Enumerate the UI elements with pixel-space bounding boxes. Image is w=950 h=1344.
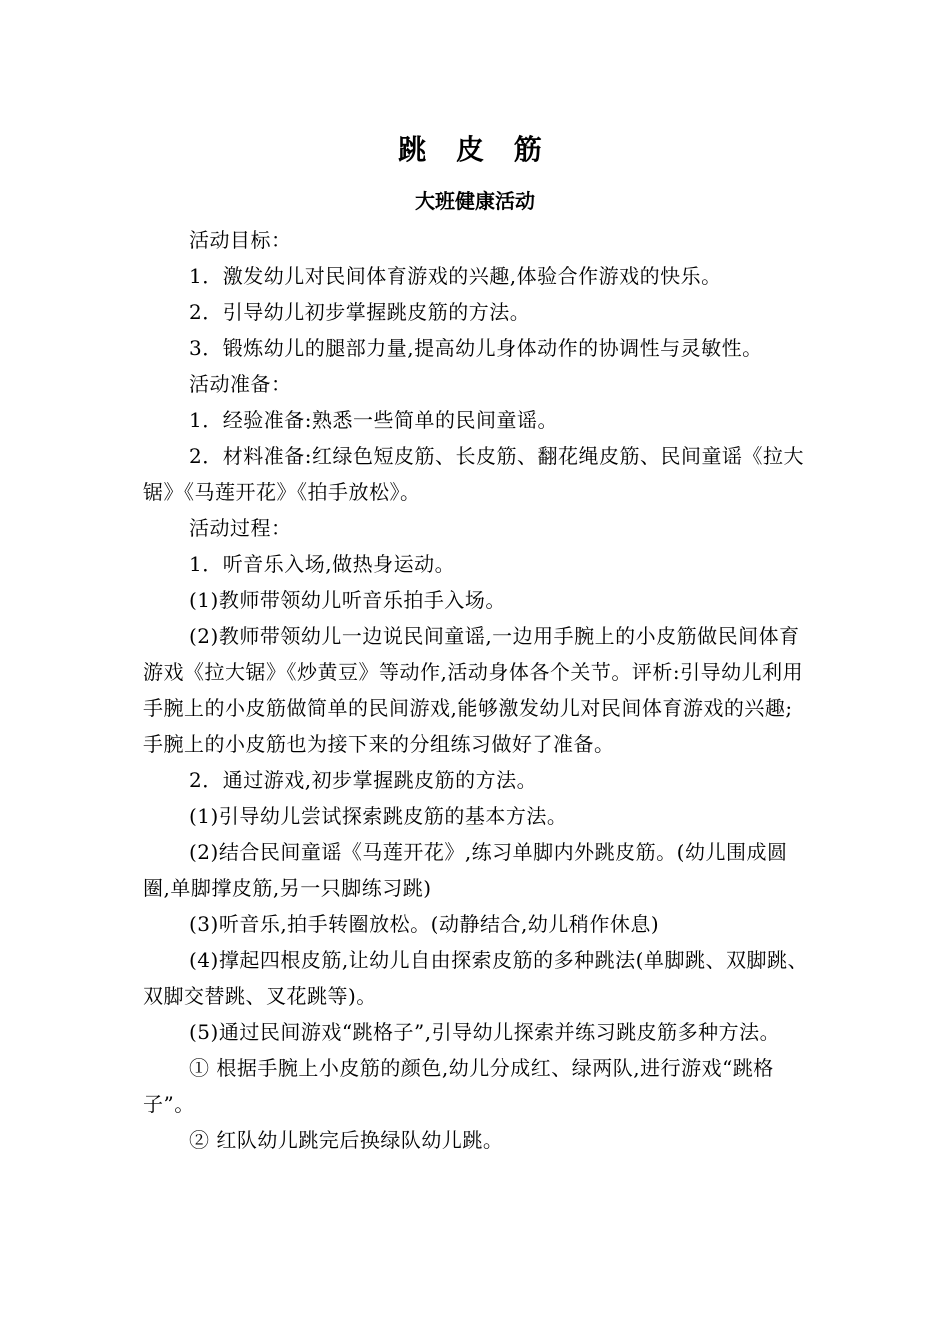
paragraph: (2)教师带领幼儿一边说民间童谣,一边用手腕上的小皮筋做民间体育游戏《拉大锯》《炒黄豆》等动作,活动身体各个关节。评析:引导幼儿利用手腕上的小皮筋做简单的民间游戏,能够激发幼儿对民间体育游戏的兴趣;手腕上的小皮筋也为接下来的分组练习做好了准备。 (143, 624, 804, 756)
paragraph: ① 根据手腕上小皮筋的颜色,幼儿分成红、绿两队,进行游戏“跳格子”。 (143, 1056, 774, 1116)
paragraph: 1．听音乐入场,做热身运动。 (189, 552, 456, 576)
paragraph: (3)听音乐,拍手转圈放松。(动静结合,幼儿稍作休息) (189, 912, 660, 936)
paragraph: 3．锻炼幼儿的腿部力量,提高幼儿身体动作的协调性与灵敏性。 (189, 336, 763, 360)
section-heading-preparation: 活动准备： (189, 372, 292, 396)
paragraph: (2)结合民间童谣《马莲开花》,练习单脚内外跳皮筋。(幼儿围成圆圈,单脚撑皮筋,另一只脚练习跳) (143, 840, 788, 900)
document-body (143, 222, 813, 1158)
paragraph: 2．材料准备:红绿色短皮筋、长皮筋、翻花绳皮筋、民间童谣《拉大锯》《马莲开花》《拍手放松》。 (143, 444, 804, 504)
paragraph: (1)引导幼儿尝试探索跳皮筋的基本方法。 (189, 804, 568, 828)
paragraph: 1．经验准备:熟悉一些简单的民间童谣。 (189, 408, 558, 432)
document-title: 跳 皮 筋 (398, 133, 552, 166)
paragraph: 2．通过游戏,初步掌握跳皮筋的方法。 (189, 768, 538, 792)
paragraph: ② 红队幼儿跳完后换绿队幼儿跳。 (189, 1128, 504, 1152)
paragraph: (4)撑起四根皮筋,让幼儿自由探索皮筋的多种跳法(单脚跳、双脚跳、双脚交替跳、叉花跳等)。 (143, 948, 808, 1008)
paragraph: (5)通过民间游戏“跳格子”,引导幼儿探索并练习跳皮筋多种方法。 (189, 1020, 781, 1044)
section-heading-goals: 活动目标： (189, 228, 292, 252)
document-subtitle: 大班健康活动 (415, 189, 535, 213)
paragraph: 2．引导幼儿初步掌握跳皮筋的方法。 (189, 300, 531, 324)
section-heading-process: 活动过程： (189, 516, 292, 540)
paragraph: 1．激发幼儿对民间体育游戏的兴趣,体验合作游戏的快乐。 (189, 264, 722, 288)
paragraph: (1)教师带领幼儿听音乐拍手入场。 (189, 588, 506, 612)
